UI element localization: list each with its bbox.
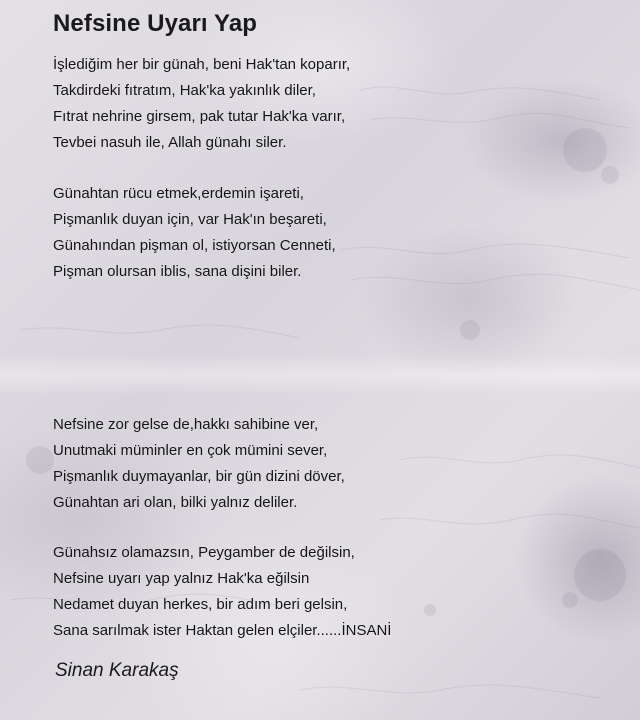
stanza-1: [53, 52, 350, 156]
poem-title: Nefsine Uyarı Yap: [53, 10, 258, 37]
poem-line: Fıtrat nehrine girsem, pak tutar Hak'ka varır,: [53, 108, 346, 125]
poem-author: Sinan Karakaş: [55, 660, 179, 681]
poem-line: Pişmanlık duyan için, var Hak'ın beşareti,: [53, 211, 327, 228]
stanza-4: [53, 540, 391, 644]
poem-line: Tevbei nasuh ile, Allah günahı siler.: [53, 134, 287, 151]
poem-line: Günahsız olamazsın, Peygamber de değilsin,: [53, 544, 355, 561]
light-band-decoration: [0, 355, 640, 395]
poem-line: Pişman olursan iblis, sana dişini biler.: [53, 263, 302, 280]
poem-line: İşlediğim her bir günah, beni Hak'tan koparır,: [53, 56, 351, 73]
stanza-2: [53, 181, 336, 285]
poem-line: Takdirdeki fıtratım, Hak'ka yakınlık diler,: [53, 82, 316, 99]
poem-line: Nedamet duyan herkes, bir adım beri gelsin,: [53, 596, 348, 613]
poem-line: Unutmaki müminler en çok mümini sever,: [53, 442, 328, 459]
poem-line: Sana sarılmak ister Haktan gelen elçiler......İNSANİ: [53, 622, 392, 639]
poem-line: Günahından pişman ol, istiyorsan Cenneti,: [53, 237, 336, 254]
poem-line: Nefsine zor gelse de,hakkı sahibine ver,: [53, 416, 319, 433]
poem-line: Günahtan rücu etmek,erdemin işareti,: [53, 185, 304, 202]
poem-line: Günahtan ari olan, bilki yalnız deliler.: [53, 494, 298, 511]
stanza-3: [53, 412, 345, 516]
poem-line: Pişmanlık duymayanlar, bir gün dizini döver,: [53, 468, 345, 485]
poem-line: Nefsine uyarı yap yalnız Hak'ka eğilsin: [53, 570, 310, 587]
